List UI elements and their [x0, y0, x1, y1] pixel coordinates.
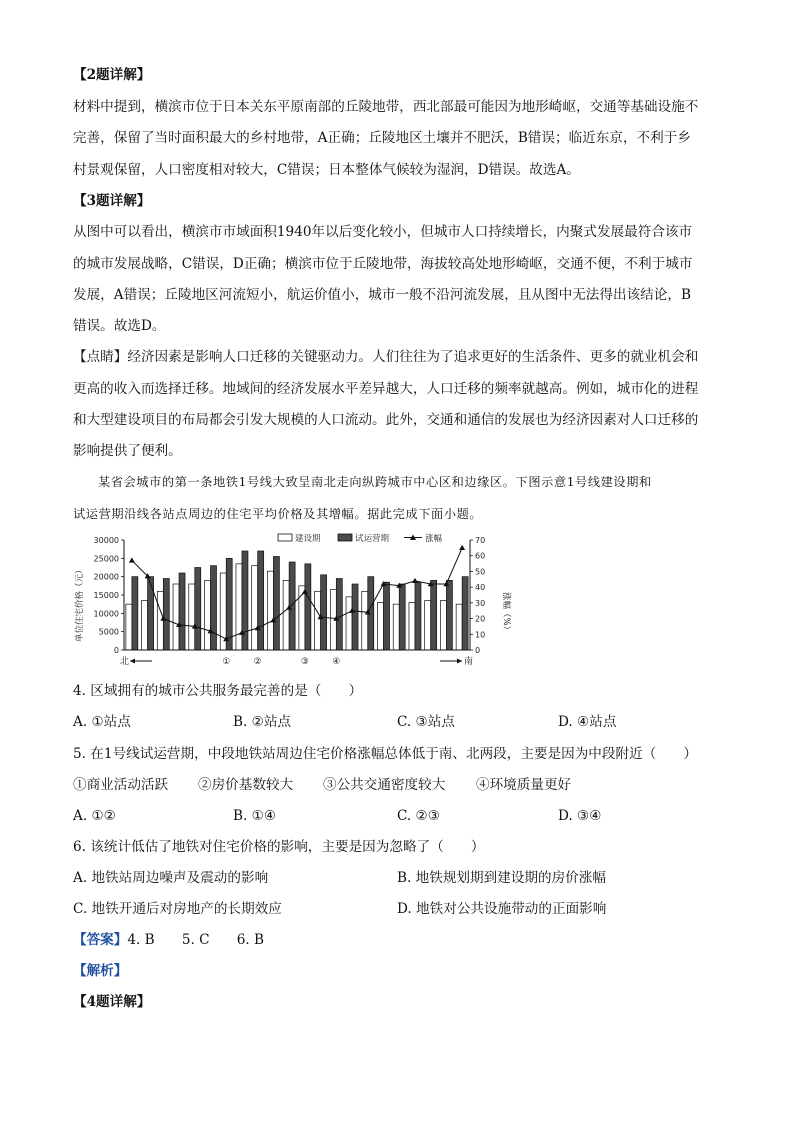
bar-trial: [148, 577, 154, 650]
left-tick-label: 30000: [93, 536, 119, 545]
left-axis-title: 单位住宅价格（元）: [75, 565, 85, 642]
north-label: 北: [120, 657, 130, 667]
bar-trial: [431, 580, 437, 650]
bar-construction: [267, 571, 273, 650]
q6-option-a: A. 地铁站周边噪声及震动的影响: [73, 870, 269, 886]
intro-line-2: 试运营期沿线各站点周边的住宅平均价格及其增幅。据此完成下面小题。: [73, 507, 483, 521]
comment-line-3: 和大型建设项目的布局都会引发大规模的人口流动。此外，交通和通信的发展也为经济因素对人口迁移的: [73, 412, 699, 428]
right-tick-label: 30: [475, 598, 486, 608]
bar-trial: [305, 564, 311, 650]
bar-construction: [315, 591, 321, 650]
analysis-q3-line-3: 发展，A错误；丘陵地区河流短小，航运价值小，城市一般不沿河流发展，且从图中无法得出该结论，B: [73, 287, 691, 303]
comment-line-4: 影响提供了便利。: [73, 443, 182, 459]
bar-trial: [352, 584, 358, 650]
right-tick-label: 0: [475, 646, 481, 655]
right-tick-label: 20: [475, 614, 486, 624]
right-tick-label: 10: [475, 630, 486, 640]
bar-trial: [446, 580, 452, 650]
q6-option-c: C. 地铁开通后对房地产的长期效应: [73, 901, 282, 917]
bar-construction: [393, 604, 399, 650]
bar-trial: [226, 558, 232, 650]
comment-line-2: 更高的收入而选择迁移。地域间的经济发展水平差异越大，人口迁移的频率就越高。例如，城市化的进程: [73, 381, 699, 397]
bar-trial: [163, 579, 169, 651]
housing-price-chart: [72, 530, 511, 672]
q4-option-c: C. ③站点: [397, 714, 455, 730]
q4-option-a: A. ①站点: [73, 714, 131, 730]
bar-trial: [258, 551, 264, 650]
bar-construction: [409, 602, 415, 650]
analysis-q2-line-2: 完善，保留了当时面积最大的乡村地带，A正确；丘陵地区土壤并不肥沃，B错误；临近东京，不利于乡: [73, 130, 691, 146]
left-tick-label: 5000: [98, 627, 119, 637]
legend-swatch-trial: [338, 534, 352, 541]
right-tick-label: 40: [475, 583, 486, 593]
bar-trial: [195, 568, 201, 651]
bar-construction: [236, 564, 242, 650]
bar-construction: [362, 591, 368, 650]
bar-trial: [242, 551, 248, 650]
bar-trial: [179, 573, 185, 650]
q6-option-b: B. 地铁规划期到建设期的房价涨幅: [397, 870, 606, 886]
left-tick-label: 25000: [93, 554, 119, 564]
analysis-q3-line-2: 的城市发展战略，C错误，D正确；横滨市位于丘陵地带，海拔较高处地形崎岖，交通不便，不利于城市: [73, 256, 693, 272]
bar-trial: [211, 566, 217, 650]
station-label: ③: [300, 657, 309, 667]
bar-trial: [462, 577, 468, 650]
section-header-q2: 【2题详解】: [73, 67, 151, 83]
q4-option-d: D. ④站点: [558, 714, 617, 730]
growth-point: [129, 557, 135, 562]
q5-stem: 5. 在1号线试运营期，中段地铁站周边住宅价格涨幅总体低于南、北两段，主要是因为中段附近（ ）: [73, 746, 698, 762]
answer-values: 4. B 5. C 6. B: [127, 932, 265, 948]
station-label: ①: [222, 657, 231, 667]
q5-option-c: C. ②③: [397, 808, 440, 824]
legend-label-construction: 建设期: [295, 534, 321, 544]
q6-stem: 6. 该统计低估了地铁对住宅价格的影响，主要是因为忽略了（ ）: [73, 839, 485, 855]
legend-swatch-construction: [278, 534, 292, 541]
left-tick-label: 20000: [93, 572, 119, 582]
south-label: 南: [464, 657, 474, 667]
bar-trial: [384, 582, 390, 650]
bar-construction: [425, 601, 431, 651]
bar-trial: [321, 575, 327, 650]
right-tick-label: 60: [475, 551, 486, 561]
bar-construction: [142, 601, 148, 651]
bar-construction: [173, 584, 179, 650]
left-tick-label: 10000: [93, 609, 119, 619]
bar-construction: [252, 566, 258, 650]
station-label: ④: [332, 657, 341, 667]
answer-label: 【答案】: [73, 932, 128, 948]
q5-option-a: A. ①②: [73, 808, 116, 824]
section-header-q3: 【3题详解】: [73, 193, 151, 209]
q5-option-b: B. ①④: [233, 808, 277, 824]
q6-option-d: D. 地铁对公共设施带动的正面影响: [397, 901, 607, 917]
right-tick-label: 70: [475, 536, 486, 545]
growth-point: [459, 545, 465, 550]
q5-item-1: ①商业活动活跃: [73, 777, 169, 793]
bar-trial: [399, 584, 405, 650]
bar-construction: [440, 601, 446, 651]
bar-trial: [273, 557, 279, 651]
legend-label-trial: 试运营期: [355, 534, 390, 544]
bar-construction: [378, 602, 384, 650]
growth-point: [412, 578, 418, 583]
bar-construction: [126, 604, 132, 650]
north-arrow-head: [130, 659, 135, 664]
legend-label-growth: 涨幅: [425, 534, 443, 544]
q4-stem: 4. 区域拥有的城市公共服务最完善的是（ ）: [73, 683, 363, 699]
q5-item-4: ④环境质量更好: [476, 777, 572, 793]
left-tick-label: 0: [113, 646, 119, 655]
bar-trial: [415, 582, 421, 650]
intro-line-1: 某省会城市的第一条地铁1号线大致呈南北走向纵跨城市中心区和边缘区。下图示意1号线建设期和: [98, 475, 652, 489]
right-tick-label: 50: [475, 567, 486, 577]
south-arrow-head: [457, 659, 462, 664]
bar-trial: [336, 579, 342, 651]
bar-construction: [456, 604, 462, 650]
q5-option-d: D. ③④: [558, 808, 602, 824]
q4-option-b: B. ②站点: [233, 714, 292, 730]
analysis-q2-line-3: 村景观保留，人口密度相对较大，C错误；日本整体气候较为湿润，D错误。故选A。: [73, 162, 580, 178]
analysis-q2-line-1: 材料中提到，横滨市位于日本关东平原南部的丘陵地带，西北部最可能因为地形崎岖，交通等基础设施不: [73, 99, 699, 115]
left-tick-label: 15000: [93, 591, 119, 600]
bar-construction: [189, 584, 195, 650]
bar-trial: [132, 577, 138, 650]
right-axis-title: 涨幅（%）: [501, 592, 511, 635]
bar-construction: [346, 597, 352, 650]
q5-item-2: ②房价基数较大: [198, 777, 294, 793]
q5-item-3: ③公共交通密度较大: [323, 777, 446, 793]
section-header-q4: 【4题详解】: [73, 994, 151, 1010]
bar-construction: [205, 580, 211, 650]
analysis-q3-line-4: 错误。故选D。: [73, 318, 166, 334]
station-label: ②: [253, 657, 262, 667]
analysis-header: 【解析】: [73, 963, 128, 979]
analysis-q3-line-1: 从图中可以看出，横滨市市域面积1940年以后变化较小，但城市人口持续增长，内聚式发展最符合该市: [73, 224, 693, 240]
answer-row: [73, 931, 264, 949]
bar-construction: [283, 580, 289, 650]
comment-line-1: 【点睛】经济因素是影响人口迁移的关键驱动力。人们往往为了追求更好的生活条件、更多的就业机会和: [73, 349, 699, 365]
